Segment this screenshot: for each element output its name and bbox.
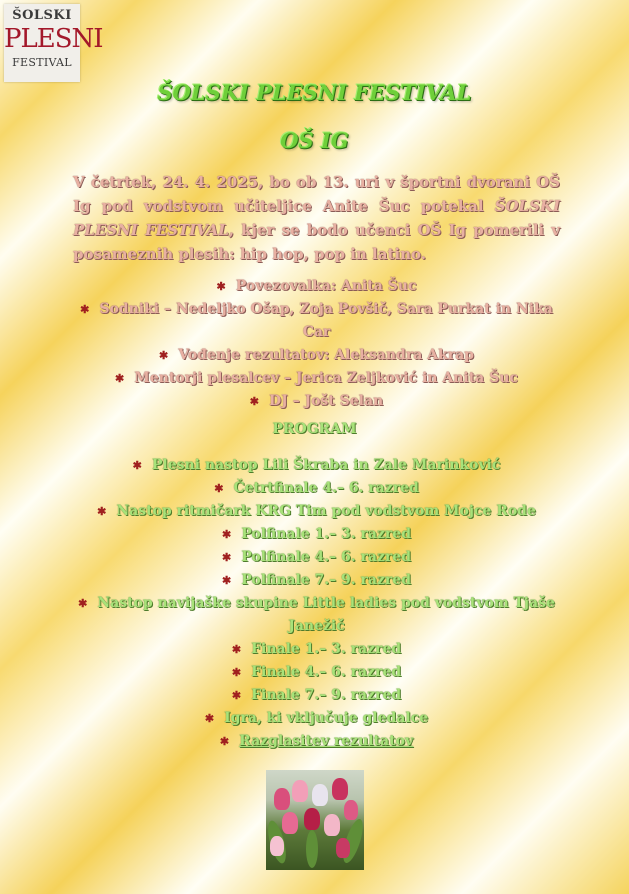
- list-item: [73, 546, 560, 569]
- program-list: [73, 454, 560, 753]
- list-item-text: Mentorji plesalcev – Jerica Zeljković in Anita Šuc: [134, 370, 518, 386]
- staff-list: [73, 275, 560, 413]
- list-item: [73, 638, 560, 661]
- festival-logo: [4, 4, 103, 82]
- bullet-icon: ✱: [216, 280, 226, 293]
- list-item: [73, 592, 560, 638]
- list-item: [73, 500, 560, 523]
- list-item-text: Četrtfinale 4.– 6. razred: [233, 480, 419, 496]
- bullet-icon: ✱: [249, 395, 259, 408]
- intro-text-italic: ŠOLSKI PLESNI FESTIVAL: [73, 197, 560, 239]
- list-item: [73, 298, 560, 344]
- list-item-text: Sodniki – Nedeljko Ošap, Zoja Povšič, Sara Purkat in Nika Car: [99, 301, 553, 340]
- list-item: [73, 477, 560, 500]
- bullet-icon: ✱: [219, 735, 230, 748]
- list-item-text: Polfinale 1.– 3. razred: [241, 526, 411, 542]
- intro-paragraph: [73, 170, 560, 266]
- list-item: [73, 390, 560, 413]
- list-item: [73, 344, 560, 367]
- list-item-text: Nastop navijaške skupine Little ladies pod vodstvom Tjaše Janežič: [97, 595, 555, 634]
- list-item-text: Finale 7.– 9. razred: [251, 687, 402, 703]
- list-item-text: Polfinale 7.– 9. razred: [241, 572, 411, 588]
- bullet-icon: ✱: [221, 574, 232, 587]
- list-item: [73, 684, 560, 707]
- list-item: [73, 275, 560, 298]
- bullet-icon: ✱: [231, 666, 242, 679]
- list-item-text: Plesni nastop Lili Škraba in Zale Marinković: [151, 457, 501, 473]
- logo-line-3: FESTIVAL: [12, 56, 72, 69]
- bullet-icon: ✱: [204, 712, 215, 725]
- page-subtitle: OŠ IG: [280, 128, 349, 153]
- list-item: [73, 569, 560, 592]
- bullet-icon: ✱: [78, 597, 88, 610]
- logo-line-1: ŠOLSKI: [12, 8, 72, 23]
- bullet-icon: ✱: [231, 643, 242, 656]
- list-item-text: Razglasitev rezultatov: [239, 733, 414, 749]
- bullet-icon: ✱: [231, 689, 242, 702]
- bullet-icon: ✱: [159, 349, 169, 362]
- list-item: [73, 730, 560, 753]
- list-item: [73, 454, 560, 477]
- bullet-icon: ✱: [221, 528, 232, 541]
- bullet-icon: ✱: [115, 372, 125, 385]
- list-item: [73, 661, 560, 684]
- bullet-icon: ✱: [132, 459, 142, 472]
- list-item-text: Polfinale 4.– 6. razred: [241, 549, 411, 565]
- list-item-text: DJ – Jošt Selan: [268, 393, 384, 409]
- intro-text-2: , kjer se bodo učenci OŠ Ig pomerili v posameznih plesih: hip hop, pop in latino.: [73, 221, 561, 263]
- list-item: [73, 707, 560, 730]
- bullet-icon: ✱: [97, 505, 107, 518]
- bullet-icon: ✱: [80, 303, 90, 316]
- bullet-icon: ✱: [221, 551, 232, 564]
- list-item-text: Nastop ritmičark KRG Tim pod vodstvom Mojce Rode: [116, 503, 536, 519]
- bullet-icon: ✱: [214, 482, 224, 495]
- intro-text-1: V četrtek, 24. 4. 2025, bo ob 13. uri v športni dvorani OŠ Ig pod vodstvom učiteljice Anite Šuc potekal: [73, 173, 560, 215]
- program-heading: PROGRAM: [272, 421, 357, 437]
- tulips-photo: [266, 770, 364, 870]
- list-item-text: Povezovalka: Anita Šuc: [235, 278, 417, 294]
- list-item: [73, 523, 560, 546]
- page-title: ŠOLSKI PLESNI FESTIVAL: [157, 80, 472, 105]
- list-item-text: Igra, ki vključuje gledalce: [224, 710, 429, 726]
- list-item-text: Finale 4.– 6. razred: [251, 664, 402, 680]
- list-item-text: Vođenje rezultatov: Aleksandra Akrap: [178, 347, 474, 363]
- logo-line-2: PLESNI: [4, 24, 103, 54]
- list-item: [73, 367, 560, 390]
- list-item-text: Finale 1.– 3. razred: [251, 641, 402, 657]
